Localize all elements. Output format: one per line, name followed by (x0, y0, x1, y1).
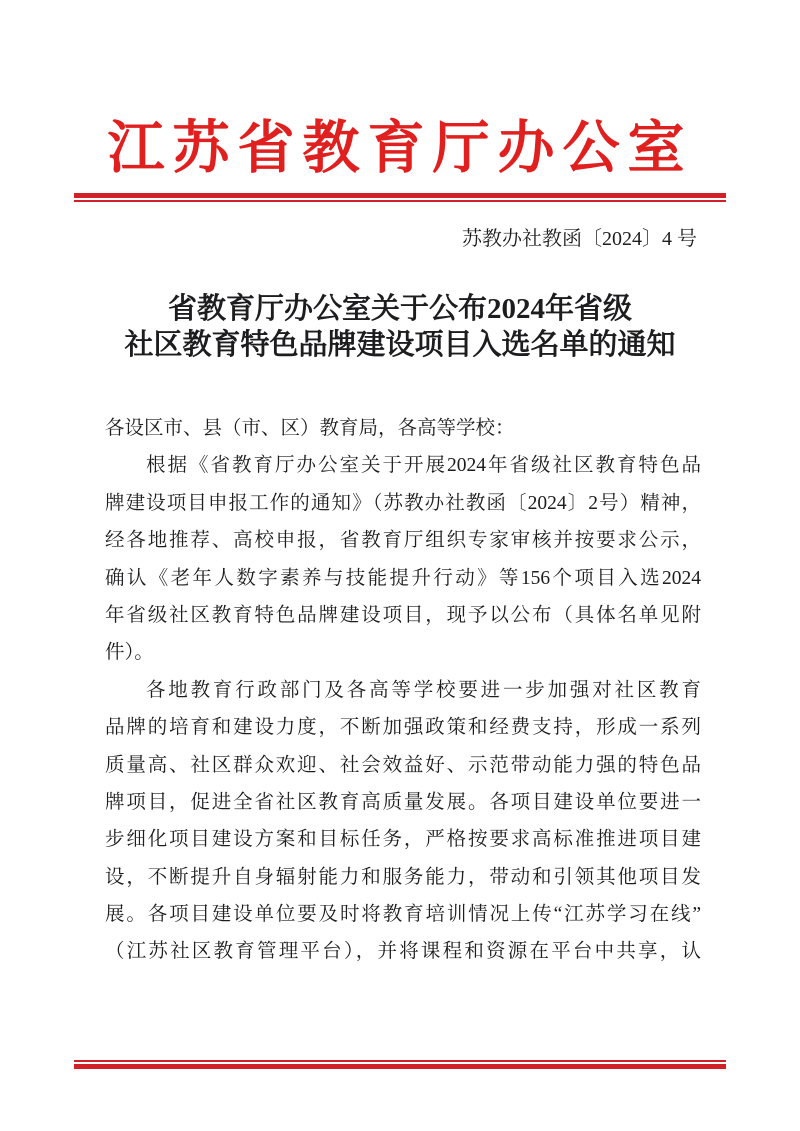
notice-title (0, 292, 800, 363)
body-line: 件）。 (105, 642, 154, 664)
body-line: 品牌的培育和建设力度，不断加强政策和经费支持，形成一系列 (105, 717, 701, 739)
masthead-rule-thin (74, 200, 726, 202)
body-line: 步细化项目建设方案和目标任务，严格按要求高标准推进项目建 (105, 829, 701, 851)
body-line: 各地教育行政部门及各高等学校要进一步加强对社区教育 (146, 679, 701, 701)
body-line: 展。各项目建设单位要及时将教育培训情况上传“江苏学习在线” (105, 904, 701, 926)
notice-body (105, 410, 701, 971)
body-line: 年省级社区教育特色品牌建设项目，现予以公布（具体名单见附 (105, 604, 701, 626)
body-line: （江苏社区教育管理平台），并将课程和资源在平台中共享，认 (105, 941, 701, 963)
footer-rule (74, 1060, 726, 1069)
body-line: 设，不断提升自身辐射能力和服务能力，带动和引领其他项目发 (105, 866, 701, 888)
body-line: 根据《省教育厅办公室关于开展2024年省级社区教育特色品 (146, 455, 701, 477)
footer-rule-thick (74, 1064, 726, 1069)
document-number: 苏教办社教函〔2024〕4 号 (462, 228, 697, 250)
masthead-rule-thick (74, 193, 726, 198)
body-line-salutation: 各设区市、县（市、区）教育局，各高等学校： (105, 418, 515, 439)
agency-masthead-title: 江苏省教育厅办公室 (107, 117, 693, 180)
body-line: 牌建设项目申报工作的通知》（苏教办社教函〔2024〕2号）精神， (105, 492, 701, 514)
notice-title-line-2: 社区教育特色品牌建设项目入选名单的通知 (124, 328, 676, 361)
body-line: 牌项目，促进全省社区教育高质量发展。各项目建设单位要进一 (105, 791, 701, 813)
body-line: 质量高、社区群众欢迎、社会效益好、示范带动能力强的特色品 (105, 754, 701, 776)
masthead-rule (74, 193, 726, 202)
footer-rule-thin (74, 1060, 726, 1062)
notice-title-line-1: 省教育厅办公室关于公布2024年省级 (167, 293, 632, 325)
body-line: 确认《老年人数字素养与技能提升行动》等156个项目入选2024 (105, 567, 701, 589)
body-line: 经各地推荐、高校申报，省教育厅组织专家审核并按要求公示， (105, 530, 701, 552)
